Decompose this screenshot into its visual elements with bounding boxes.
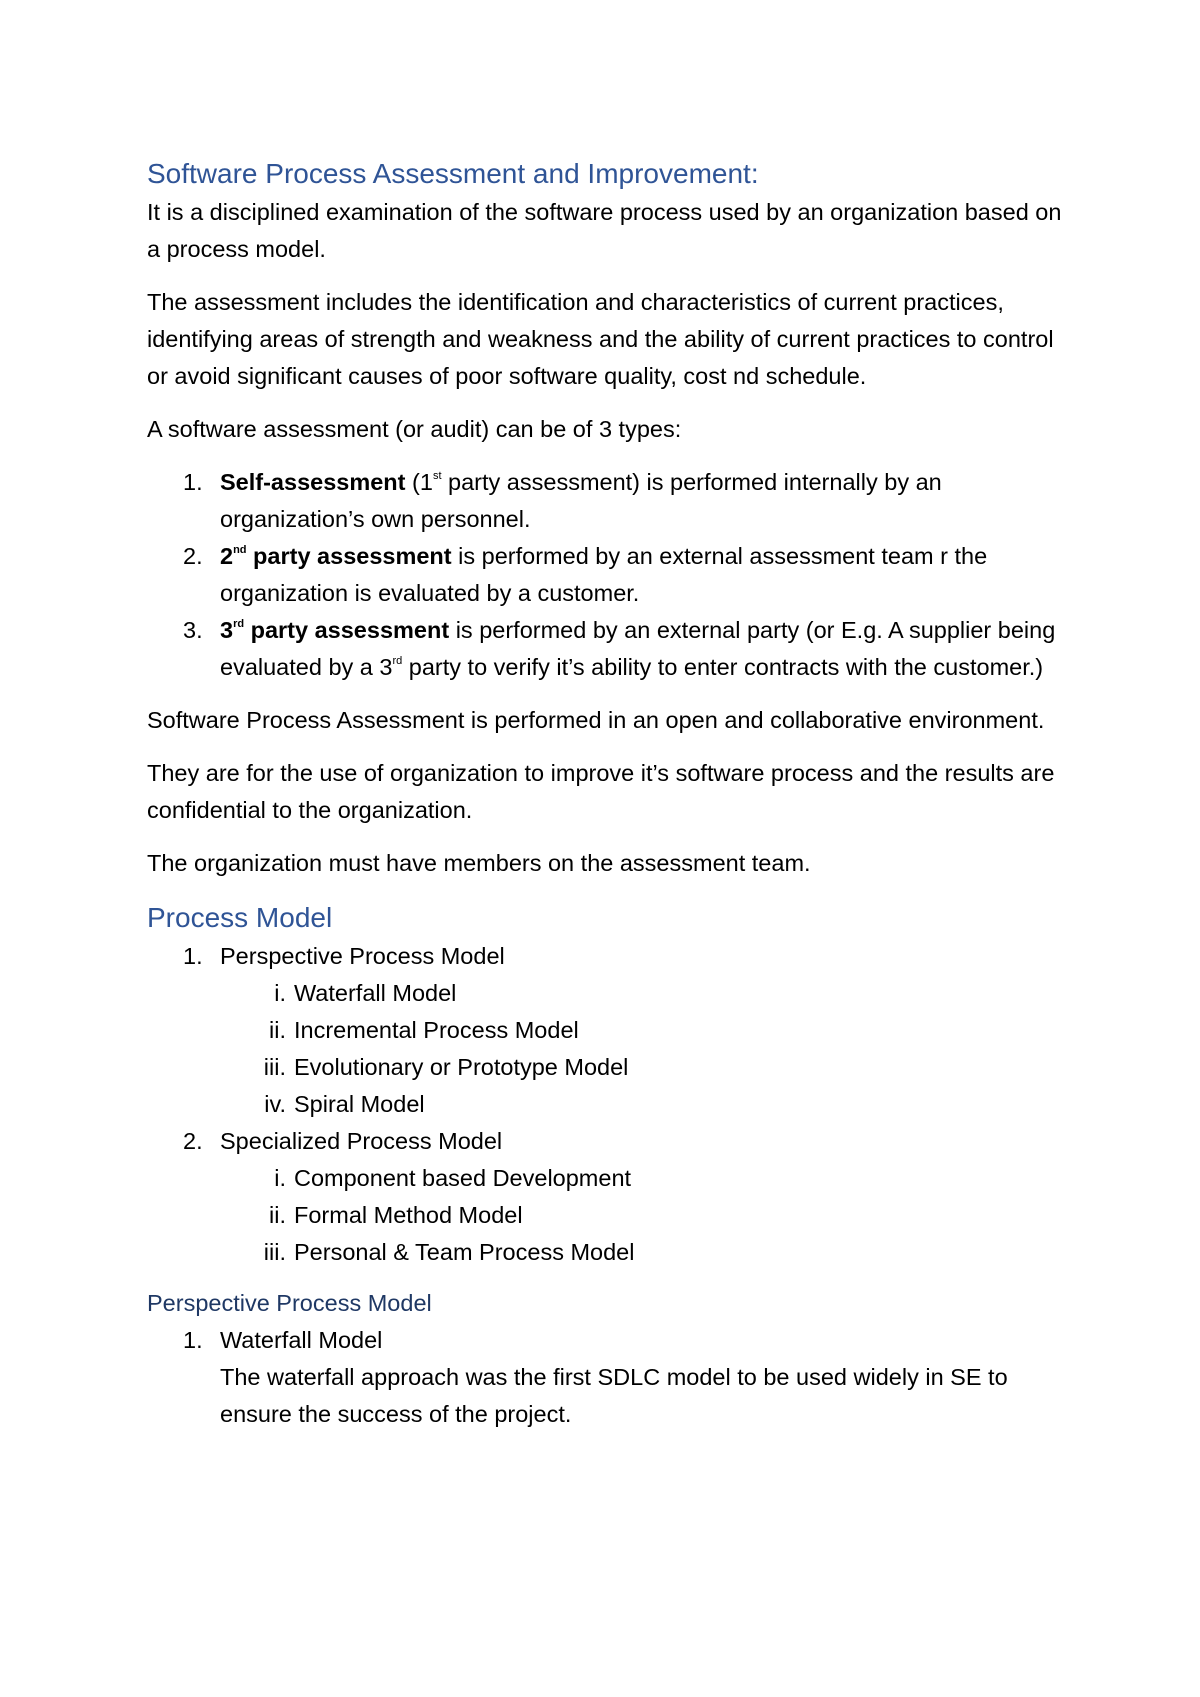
term-label: Self-assessment [220,469,406,495]
section-heading-perspective: Perspective Process Model [147,1290,432,1316]
sub-list [147,1160,1077,1271]
sub-list-item: iii. Evolutionary or Prototype Model [263,1054,629,1080]
list-number: 2. [183,1128,203,1154]
document-body [147,150,1077,1433]
sub-list-item: i. Component based Development [274,1165,632,1191]
list-item: 1. Self-assessment (1st party assessment) is performed internally by an organization’s own personnel. [147,464,1077,538]
list-number: 1. [183,943,203,969]
sub-list [147,975,1077,1123]
assessment-types-list [147,464,1077,686]
sub-list-item: ii. Incremental Process Model [269,1017,579,1043]
sub-list-item: i. Waterfall Model [274,980,457,1006]
paragraph-assessment-includes: The assessment includes the identification and characteristics of current practices, identifying areas of strength and weakness and the ability of current practices to control or avoid significant causes of poor software quality, cost nd schedule. [147,289,1054,389]
list-item [147,938,1077,1123]
list-item-description: The waterfall approach was the first SDLC model to be used widely in SE to ensure the success of the project. [220,1364,1008,1427]
paragraph-definition: It is a disciplined examination of the software process used by an organization based on a process model. [147,199,1062,262]
sub-list-item: ii. Formal Method Model [269,1202,523,1228]
list-number: 1. [183,1327,203,1353]
list-number: 3. [183,617,203,643]
sub-list-item: iv. Spiral Model [264,1091,425,1117]
sub-list-item: iii. Personal & Team Process Model [263,1239,635,1265]
paragraph-confidential: They are for the use of organization to improve it’s software process and the results are confidential to the organization. [147,760,1055,823]
list-item-label: Specialized Process Model [220,1128,503,1154]
process-model-list [147,938,1077,1271]
list-item [147,1123,1077,1271]
list-item-label: Perspective Process Model [220,943,505,969]
list-item-label: Waterfall Model [220,1327,383,1353]
list-item [147,1322,1077,1433]
term-label: 2nd party assessment [220,543,452,569]
perspective-list [147,1322,1077,1433]
list-item: 2. 2nd party assessment is performed by an external assessment team r the organization is evaluated by a customer. [147,538,1077,612]
term-label: 3rd party assessment [220,617,450,643]
section-heading-assessment: Software Process Assessment and Improvement: [147,158,759,189]
paragraph-members: The organization must have members on the assessment team. [147,850,811,876]
paragraph-open-environment: Software Process Assessment is performed in an open and collaborative environment. [147,707,1045,733]
list-number: 2. [183,543,203,569]
section-heading-process-model: Process Model [147,902,333,933]
list-number: 1. [183,469,203,495]
paragraph-assessment-types-intro: A software assessment (or audit) can be of 3 types: [147,416,682,442]
list-item: 3. 3rd party assessment is performed by an external party (or E.g. A supplier being evaluated by a 3rd party to verify it’s ability to enter contracts with the customer.) [147,612,1077,686]
